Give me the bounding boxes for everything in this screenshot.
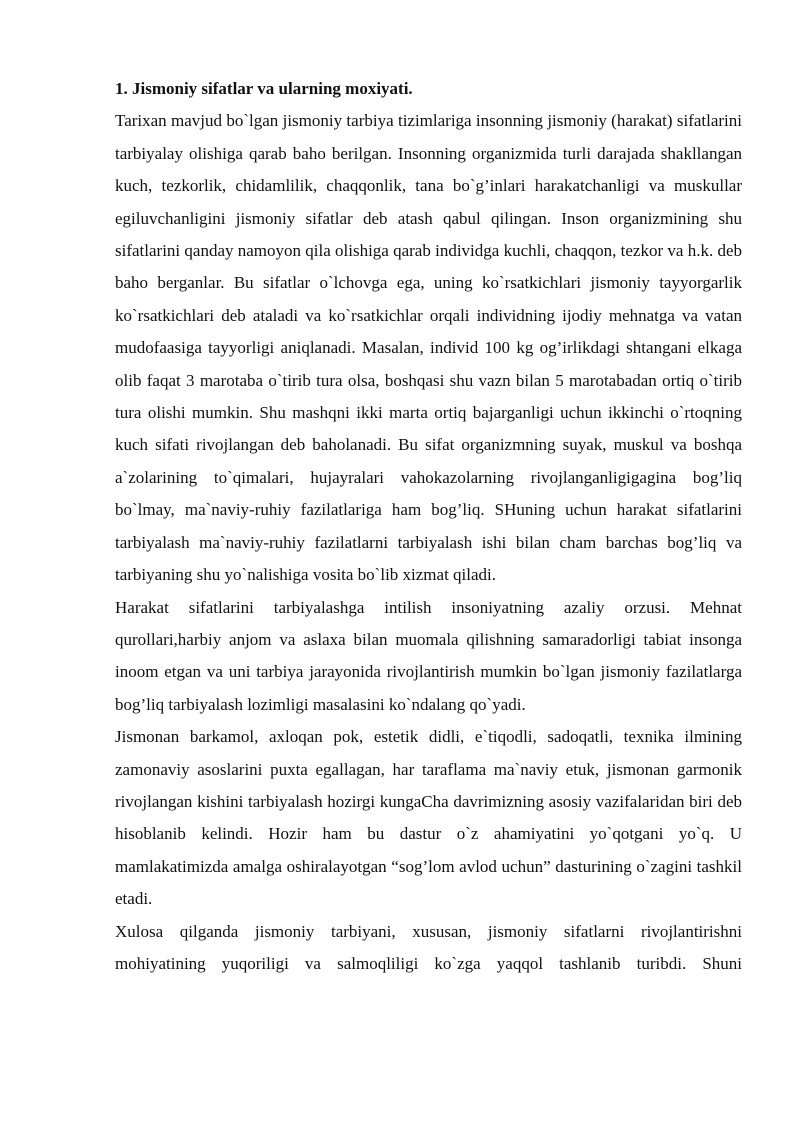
paragraph-1: Tarixan mavjud bo`lgan jismoniy tarbiya tizimlariga insonning jismoniy (harakat) sifatlarini tarbiyalay olishiga qarab baho berilgan. Insonning organizmida turli darajada shakllangan kuch, tezkorlik, chidamlilik, chaqqonlik, tana bo`g’inlari harakatchanligi va muskullar egiluvchanligini jismoniy sifatlar deb atash qabul qilingan. Inson organizmining shu sifatlarini qanday namoyon qila olishiga qarab individga kuchli, chaqqon, tezkor va h.k. deb baho berganlar. Bu sifatlar o`lchovga ega, uning ko`rsatkichlari jismoniy tayyorgarlik ko`rsatkichlari deb ataladi va ko`rsatkichlar orqali individning ijodiy mehnatga va vatan mudofaasiga tayyorligi aniqlanadi. Masalan, individ 100 kg og’irlikdagi shtangani elkaga olib faqat 3 marotaba o`tirib tura olsa, boshqasi shu vazn bilan 5 marotabadan ortiq o`tirib tura olishi mumkin. Shu mashqni ikki marta ortiq bajarganligi uchun ikkinchi o`rtoqning kuch sifati rivojlangan deb baholanadi. Bu sifat organizmning suyak, muskul va boshqa a`zolarining to`qimalari, hujayralari vahokazolarning rivojlanganligigagina bog’liq bo`lmay, ma`naviy-ruhiy fazilatlariga ham bog’liq. SHuning uchun harakat sifatlarini tarbiyalash ma`naviy-ruhiy fazilatlarni tarbiyalash ishi bilan cham barchas bog’liq va tarbiyaning shu yo`nalishiga vosita bo`lib xizmat qiladi. [115, 111, 742, 585]
paragraph-4: Xulosa qilganda jismoniy tarbiyani, xususan, jismoniy sifatlarni rivojlantirishni mohiyatining yuqoriligi va salmoqliligi ko`zga yaqqol tashlanib turibdi. Shuni [115, 921, 742, 973]
paragraph-2: Harakat sifatlarini tarbiyalashga intilish insoniyatning azaliy orzusi. Mehnat qurollari,harbiy anjom va aslaxa bilan muomala qilishning samaradorligi tabiat insonga inoom etgan va uni tarbiya jarayonida rivojlantirish mumkin bo`lgan jismoniy fazilatlarga bog’liq tarbiyalash lozimligi masalasini ko`ndalang qo`yadi. [115, 597, 742, 714]
section-heading: 1. Jismoniy sifatlar va ularning moxiyati. [115, 79, 413, 98]
paragraph-3: Jismonan barkamol, axloqan pok, estetik didli, e`tiqodli, sadoqatli, texnika ilmining zamonaviy asoslarini puxta egallagan, har taraflama ma`naviy etuk, jismonan garmonik rivojlangan kishini tarbiyalash hozirgi kungaCha davrimizning asosiy vazifalaridan biri deb hisoblanib kelindi. Hozir ham bu dastur o`z ahamiyatini yo`qotgani yo`q. U mamlakatimizda amalga oshiralayotgan “sog’lom avlod uchun” dasturining o`zagini tashkil etadi. [115, 727, 742, 909]
document-page [115, 73, 742, 980]
